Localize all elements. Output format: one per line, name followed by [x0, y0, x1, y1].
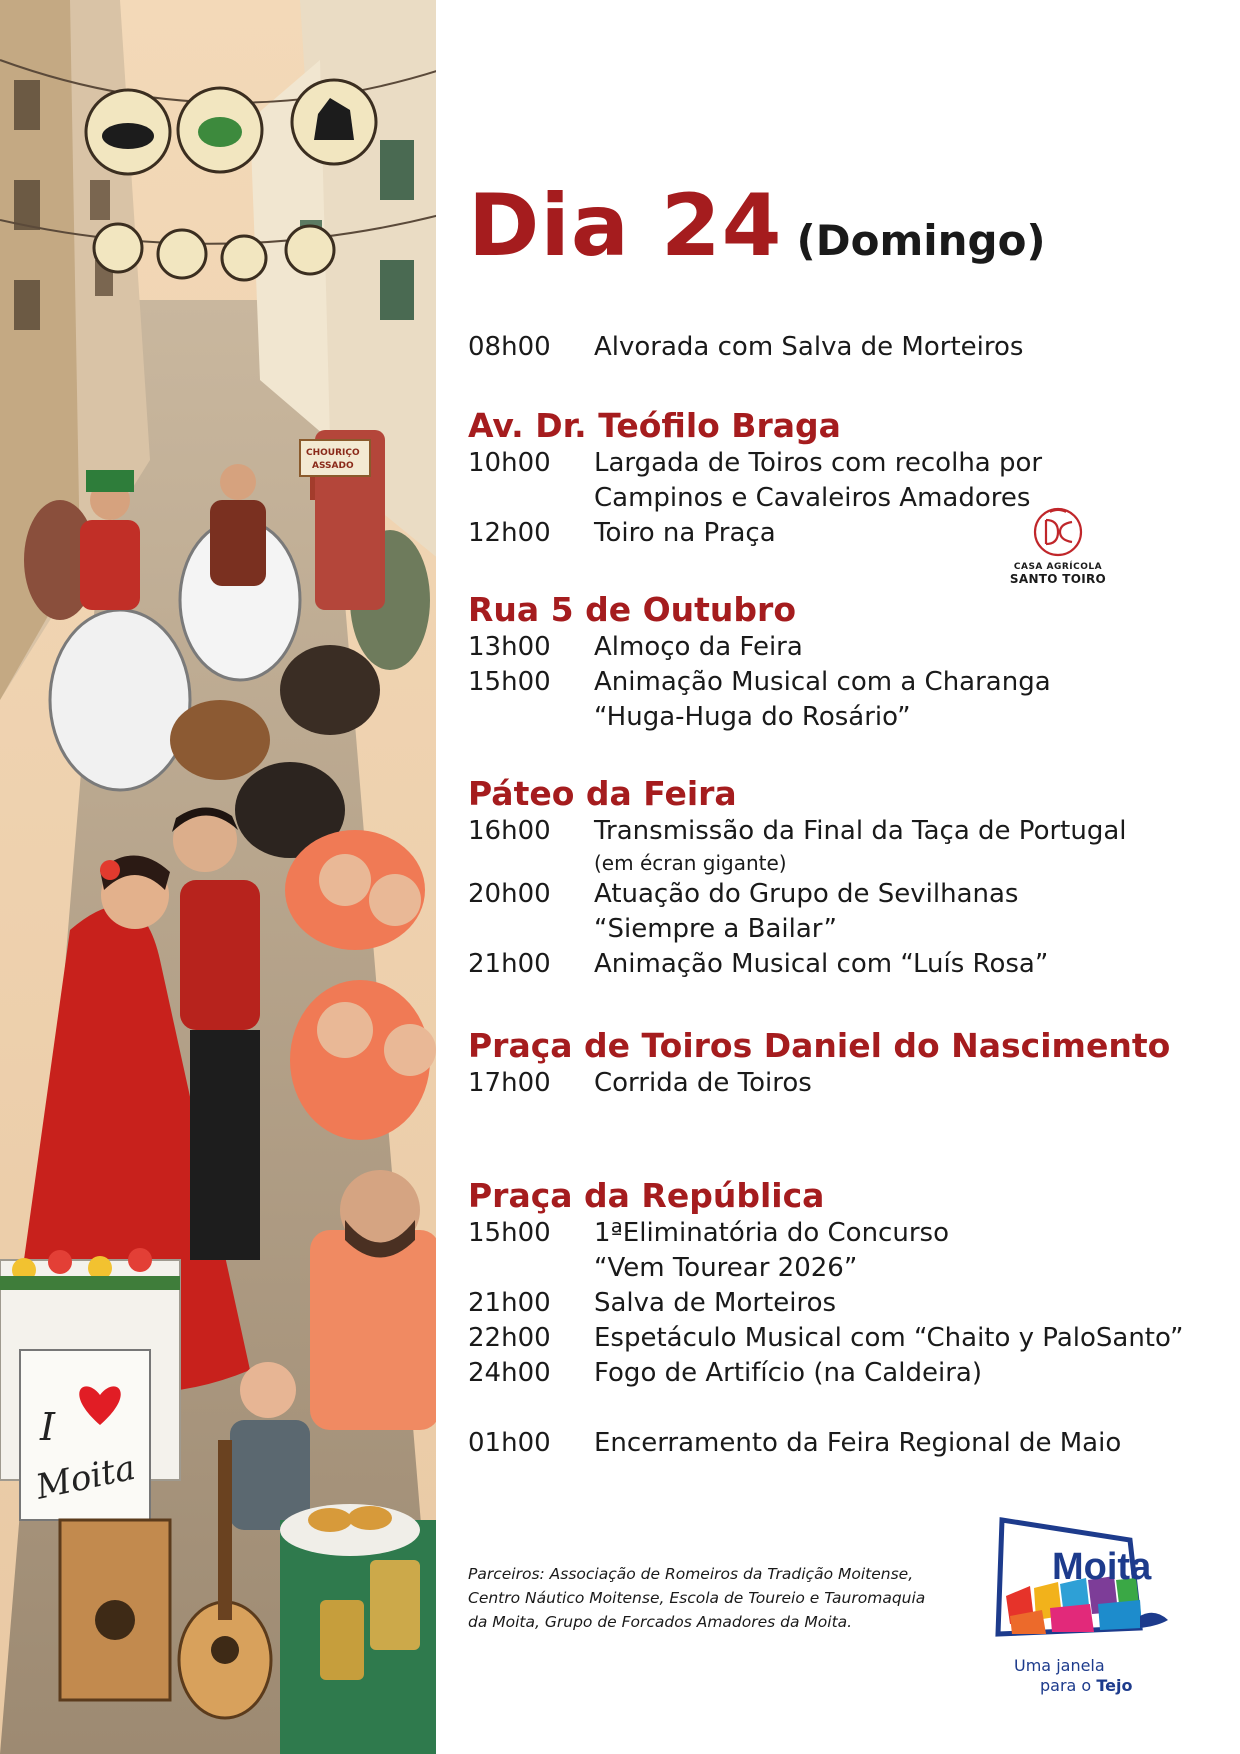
event-description: Salva de Morteiros: [594, 1288, 837, 1318]
event-time: 01h00: [468, 1428, 551, 1458]
venue-title: Páteo da Feira: [468, 774, 737, 813]
event-description: Alvorada com Salva de Morteiros: [594, 332, 1024, 362]
event-description: Transmissão da Final da Taça de Portugal: [594, 816, 1127, 846]
event-row: [468, 1286, 1208, 1321]
venue-section: [468, 1026, 1208, 1101]
event-description: Largada de Toiros com recolha por: [594, 448, 1043, 478]
sign-letter: I: [40, 1405, 56, 1449]
sponsor-emblem-icon: [1032, 506, 1084, 558]
moita-tagline-prefix: para o: [1040, 1676, 1097, 1695]
event-description: Campinos e Cavaleiros Amadores: [594, 483, 1031, 513]
event-description: Fogo de Artifício (na Caldeira): [594, 1358, 982, 1388]
event-note: (em écran gigante): [594, 851, 787, 875]
event-time: 15h00: [468, 667, 551, 697]
event-row: [468, 1066, 1208, 1101]
event-description: Animação Musical com a Charanga: [594, 667, 1051, 697]
venue-section: [468, 590, 1208, 735]
event-row: [468, 1356, 1208, 1391]
venue-title: Rua 5 de Outubro: [468, 590, 796, 629]
event-row: [468, 665, 1208, 735]
opening-event: [468, 330, 1208, 365]
event-time: 12h00: [468, 518, 551, 548]
event-description: Almoço da Feira: [594, 632, 803, 662]
event-row: [468, 1321, 1208, 1356]
sponsor-line2: SANTO TOIRO: [1009, 572, 1107, 586]
sign-moita-text: Moita: [32, 1447, 139, 1508]
event-row: [468, 814, 1208, 877]
event-row: [468, 1216, 1208, 1286]
event-time: 13h00: [468, 632, 551, 662]
page-title: [468, 176, 1046, 276]
event-time: 16h00: [468, 816, 551, 846]
moita-logo: [990, 1516, 1190, 1696]
venue-title: Praça da República: [468, 1176, 825, 1215]
event-description: Animação Musical com “Luís Rosa”: [594, 949, 1049, 979]
shop-sign-line1: CHOURIÇO: [306, 448, 360, 458]
moita-tagline-2: [1040, 1676, 1132, 1695]
day-title: Dia 24: [468, 176, 783, 276]
event-time: 17h00: [468, 1068, 551, 1098]
event-row: [468, 330, 1208, 365]
event-row: [468, 947, 1208, 982]
partners-line: da Moita, Grupo de Forcados Amadores da Moita.: [468, 1613, 853, 1631]
sponsor-logo: [998, 506, 1118, 586]
event-time: 10h00: [468, 448, 551, 478]
moita-wordmark: Moita: [1052, 1546, 1152, 1588]
partners-line: Centro Náutico Moitense, Escola de Toureio e Tauromaquia: [468, 1589, 926, 1607]
shop-sign-line2: ASSADO: [312, 461, 354, 471]
partners-note: [468, 1562, 988, 1634]
event-description: Encerramento da Feira Regional de Maio: [594, 1428, 1122, 1458]
closing-event: [468, 1426, 1208, 1461]
sponsor-line1: CASA AGRÍCOLA: [1013, 562, 1103, 572]
event-row: [468, 1426, 1208, 1461]
event-row: [468, 877, 1208, 947]
event-time: 20h00: [468, 879, 551, 909]
event-description: Espetáculo Musical com “Chaito y PaloSanto”: [594, 1323, 1184, 1353]
event-time: 21h00: [468, 949, 551, 979]
moita-tagline-bold: Tejo: [1096, 1676, 1133, 1695]
event-time: 21h00: [468, 1288, 551, 1318]
day-subtitle: (Domingo): [796, 216, 1046, 265]
event-description: “Siempre a Bailar”: [594, 914, 838, 944]
event-description: “Vem Tourear 2026”: [594, 1253, 858, 1283]
event-description: “Huga-Huga do Rosário”: [594, 702, 911, 732]
schedule-column: [468, 0, 1208, 1754]
event-description: Corrida de Toiros: [594, 1068, 812, 1098]
venue-title: Av. Dr. Teófilo Braga: [468, 406, 841, 445]
venue-section: [468, 1176, 1208, 1391]
venue-title: Praça de Toiros Daniel do Nascimento: [468, 1026, 1171, 1065]
moita-tagline: Uma janela: [1014, 1656, 1105, 1675]
partners-line: Parceiros: Associação de Romeiros da Tradição Moitense,: [468, 1565, 914, 1583]
venue-section: [468, 774, 1208, 982]
festival-illustration: [0, 0, 440, 1754]
event-description: 1ªEliminatória do Concurso: [594, 1218, 949, 1248]
event-time: 15h00: [468, 1218, 551, 1248]
event-time: 24h00: [468, 1358, 551, 1388]
event-row: [468, 630, 1208, 665]
event-time: 08h00: [468, 332, 551, 362]
event-description: Atuação do Grupo de Sevilhanas: [594, 879, 1019, 909]
event-time: 22h00: [468, 1323, 551, 1353]
event-description: Toiro na Praça: [594, 518, 776, 548]
